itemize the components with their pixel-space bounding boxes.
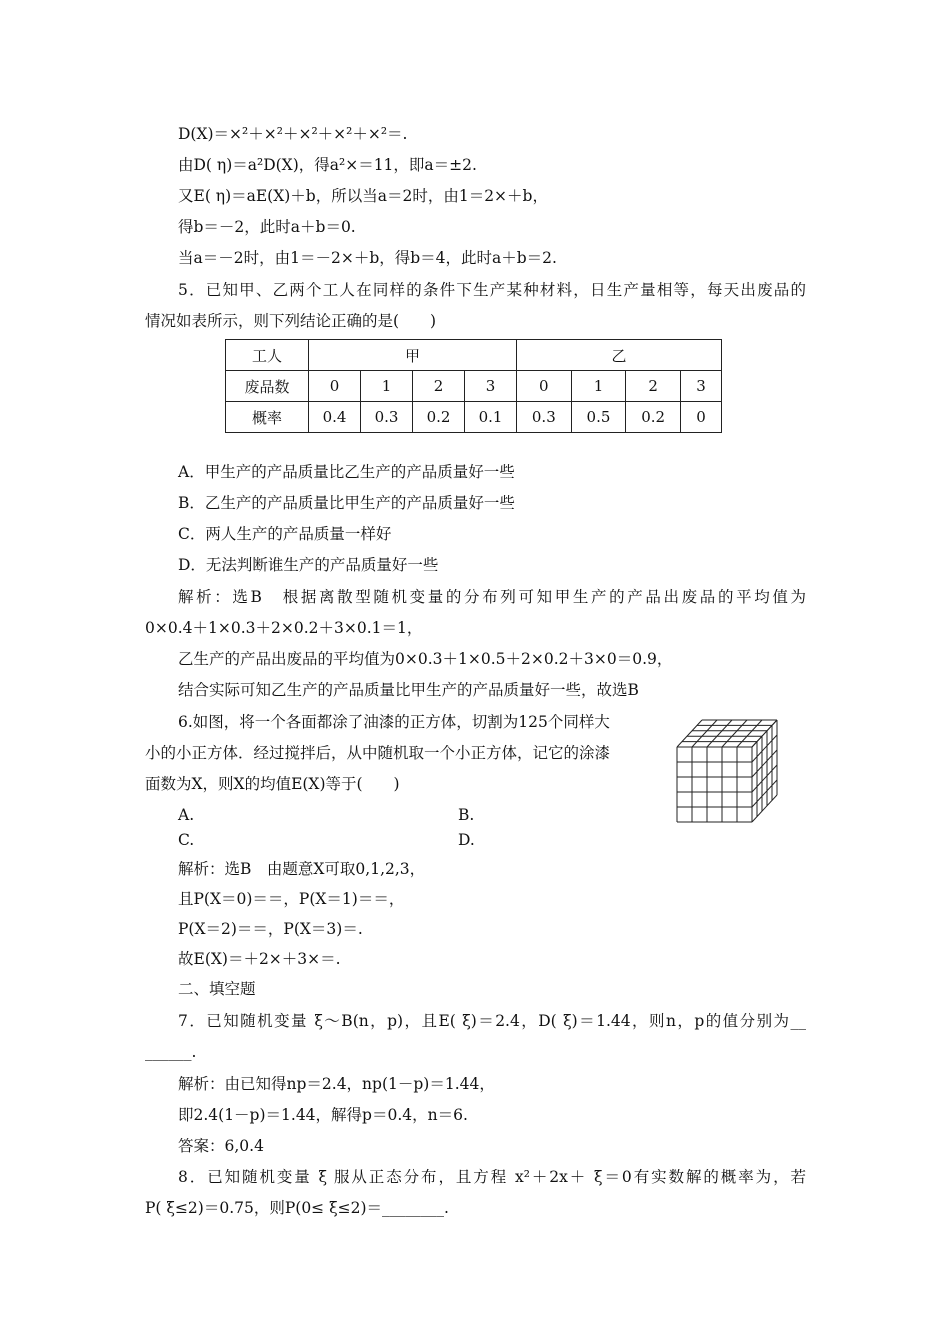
- q5-solution-line-2: 0×0.4＋1×0.3＋2×0.2＋3×0.1＝1，: [145, 619, 423, 637]
- q6-solution-line-1: 解析：选B 由题意X可取0,1,2,3，: [178, 860, 426, 878]
- table-cell: 废品数: [226, 371, 309, 402]
- cube-edge: [707, 720, 732, 747]
- cube-edge: [752, 735, 777, 762]
- q5-option-c: C．两人生产的产品质量一样好: [178, 525, 392, 543]
- prev-solution-line-3: 又E( η)＝aE(X)＋b，所以当a＝2时，由1＝2×＋b，: [178, 187, 548, 205]
- q6-option-c: C.: [178, 831, 195, 849]
- waste-table: [225, 339, 722, 433]
- table-cell: 概率: [226, 402, 309, 433]
- table-cell: 0: [309, 371, 361, 402]
- q6-option-a: A.: [178, 806, 195, 824]
- cube-edge: [752, 795, 777, 822]
- cube-edge: [677, 720, 702, 747]
- table-row: [226, 371, 722, 402]
- table-cell: 1: [361, 371, 413, 402]
- table-row: [226, 340, 722, 371]
- cube-grid: [677, 720, 777, 822]
- q6-option-b: B.: [458, 806, 475, 824]
- table-cell: 1: [571, 371, 626, 402]
- table-cell: 0.3: [361, 402, 413, 433]
- table-row: [226, 402, 722, 433]
- table-cell: 0.5: [571, 402, 626, 433]
- section-fill-heading: 二、填空题: [178, 980, 256, 998]
- cube-edge: [692, 720, 717, 747]
- table-cell: 0.3: [517, 402, 572, 433]
- prev-solution-line-4: 得b＝－2，此时a＋b＝0.: [178, 218, 356, 236]
- table-cell: 3: [465, 371, 517, 402]
- prev-solution-line-1: D(X)＝×²＋×²＋×²＋×²＋×²＝.: [178, 125, 408, 143]
- table-cell: 0: [517, 371, 572, 402]
- q6-stem-line-3: 面数为X，则X的均值E(X)等于( ): [145, 775, 400, 793]
- table-cell: 0.2: [413, 402, 465, 433]
- q5-option-b: B．乙生产的产品质量比甲生产的产品质量好一些: [178, 494, 515, 512]
- table-cell: 0.2: [626, 402, 681, 433]
- q8-stem-line-1: 8．已知随机变量 ξ 服从正态分布，且方程 x²＋2x＋ ξ＝0有实数解的概率为，若: [178, 1168, 806, 1186]
- q8-stem-line-2: P( ξ≤2)＝0.75，则P(0≤ ξ≤2)＝________.: [145, 1199, 449, 1217]
- table-cell: 0.4: [309, 402, 361, 433]
- q7-stem-line-2: ______.: [145, 1043, 197, 1061]
- q5-solution-line-1: 解析：选B 根据离散型随机变量的分布列可知甲生产的产品出废品的平均值为: [178, 588, 806, 606]
- q5-solution-line-4: 结合实际可知乙生产的产品质量比甲生产的产品质量好一些，故选B: [178, 681, 639, 699]
- cube-edge: [752, 720, 777, 747]
- table-cell: 0: [680, 402, 721, 433]
- table-cell: 0.1: [465, 402, 517, 433]
- cube-edge: [752, 780, 777, 807]
- q7-stem-line-1: 7．已知随机变量 ξ～B(n，p)，且E( ξ)＝2.4，D( ξ)＝1.44，则n，p的值分别为__: [178, 1012, 806, 1030]
- table-cell: 工人: [226, 340, 309, 371]
- cube-edge: [752, 765, 777, 792]
- q6-stem-line-1: 6.如图，将一个各面都涂了油漆的正方体，切割为125个同样大: [178, 713, 610, 731]
- cube-edge: [752, 750, 777, 777]
- q5-stem-line-1: 5．已知甲、乙两个工人在同样的条件下生产某种材料，日生产量相等，每天出废品的: [178, 281, 806, 299]
- q5-option-a: A．甲生产的产品质量比乙生产的产品质量好一些: [178, 463, 515, 481]
- q6-option-d: D.: [458, 831, 475, 849]
- cube-figure: [676, 717, 778, 829]
- table-cell: 乙: [517, 340, 722, 371]
- q5-option-d: D．无法判断谁生产的产品质量好一些: [178, 556, 439, 574]
- q6-solution-line-3: P(X＝2)＝＝，P(X＝3)＝.: [178, 920, 363, 938]
- q6-solution-line-2: 且P(X＝0)＝＝，P(X＝1)＝＝，: [178, 890, 405, 908]
- q6-solution-line-4: 故E(X)＝＋2×＋3×＝.: [178, 950, 341, 968]
- prev-solution-line-5: 当a＝－2时，由1＝－2×＋b，得b＝4，此时a＋b＝2.: [178, 249, 557, 267]
- q5-solution-line-3: 乙生产的产品出废品的平均值为0×0.3＋1×0.5＋2×0.2＋3×0＝0.9，: [178, 650, 673, 668]
- table-cell: 3: [680, 371, 721, 402]
- q7-answer: 答案：6,0.4: [178, 1137, 264, 1155]
- q5-stem-line-2: 情况如表所示，则下列结论正确的是( ): [145, 312, 437, 330]
- table-cell: 2: [626, 371, 681, 402]
- q7-solution-line-1: 解析：由已知得np＝2.4，np(1－p)＝1.44，: [178, 1075, 495, 1093]
- prev-solution-line-2: 由D( η)＝a²D(X)，得a²×＝11，即a＝±2.: [178, 156, 477, 174]
- cube-edge: [722, 720, 747, 747]
- q7-solution-line-2: 即2.4(1－p)＝1.44，解得p＝0.4，n＝6.: [178, 1106, 468, 1124]
- q6-stem-line-2: 小的小正方体．经过搅拌后，从中随机取一个小正方体，记它的涂漆: [145, 744, 611, 762]
- cube-edge: [737, 720, 762, 747]
- table-cell: 甲: [309, 340, 517, 371]
- table-cell: 2: [413, 371, 465, 402]
